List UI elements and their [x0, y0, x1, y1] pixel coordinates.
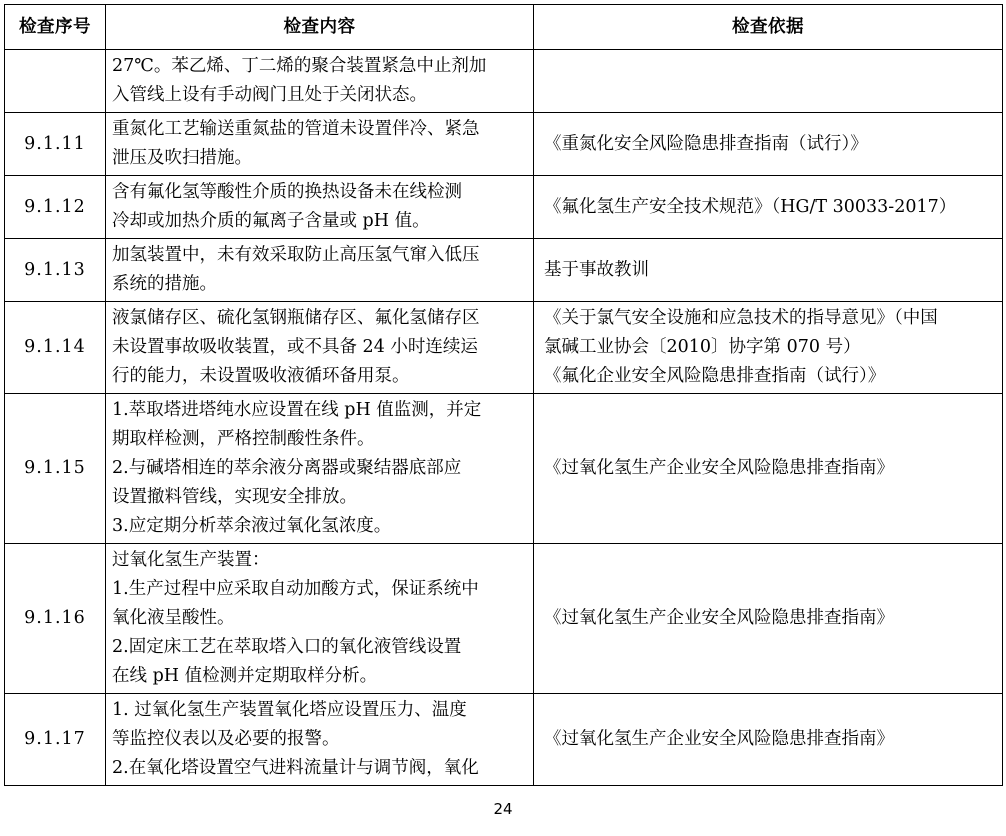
content-line: 2.在氧化塔设置空气进料流量计与调节阀，氧化 [112, 758, 479, 778]
content-line: 泄压及吹扫措施。 [112, 148, 252, 168]
content-line: 27℃。苯乙烯、丁二烯的聚合装置紧急中止剂加 [112, 56, 487, 76]
content-line: 液氯储存区、硫化氢钢瓶储存区、氟化氢储存区 [112, 308, 480, 328]
header-inspection-content: 检查内容 [106, 5, 534, 50]
row-number [5, 50, 106, 113]
content-line: 设置撤料管线，实现安全排放。 [112, 487, 357, 507]
row-basis [534, 239, 1003, 302]
basis-line: 《关于氯气安全设施和应急技术的指导意见》（中国 [544, 308, 938, 328]
row-basis [534, 544, 1003, 694]
basis-line: 氯碱工业协会〔2010〕协字第 070 号） [544, 337, 861, 357]
inspection-table [4, 4, 1003, 786]
content-line: 重氮化工艺输送重氮盐的管道未设置伴冷、紧急 [112, 119, 480, 139]
header-inspection-basis: 检查依据 [534, 5, 1003, 50]
table-body [5, 50, 1003, 786]
row-basis [534, 113, 1003, 176]
table-row [5, 694, 1003, 786]
row-content [106, 113, 534, 176]
content-line: 在线 pH 值检测并定期取样分析。 [112, 666, 378, 686]
row-basis [534, 176, 1003, 239]
content-line: 1.生产过程中应采取自动加酸方式，保证系统中 [112, 579, 479, 599]
content-line: 行的能力，未设置吸收液循环备用泵。 [112, 366, 410, 386]
content-line: 过氧化氢生产装置： [112, 550, 270, 570]
row-content [106, 50, 534, 113]
content-line: 1. 过氧化氢生产装置氧化塔应设置压力、温度 [112, 700, 467, 720]
basis-line: 《氟化企业安全风险隐患排查指南（试行）》 [544, 366, 886, 386]
page-number: 24 [493, 800, 513, 818]
table-row [5, 113, 1003, 176]
row-number: 9.1.16 [5, 544, 106, 694]
content-line: 1.萃取塔进塔纯水应设置在线 pH 值监测，并定 [112, 400, 482, 420]
content-line: 3.应定期分析萃余液过氧化氢浓度。 [112, 516, 392, 536]
row-basis [534, 302, 1003, 394]
content-line: 系统的措施。 [112, 274, 217, 294]
row-number: 9.1.14 [5, 302, 106, 394]
row-number: 9.1.11 [5, 113, 106, 176]
basis-line: 《重氮化安全风险隐患排查指南（试行）》 [544, 133, 868, 154]
row-content [106, 394, 534, 544]
table-row [5, 239, 1003, 302]
content-line: 冷却或加热介质的氟离子含量或 pH 值。 [112, 211, 430, 231]
content-line: 未设置事故吸收装置，或不具备 24 小时连续运 [112, 337, 478, 357]
table-row [5, 544, 1003, 694]
content-line: 2.与碱塔相连的萃余液分离器或聚结器底部应 [112, 458, 462, 478]
row-content [106, 302, 534, 394]
table-row [5, 302, 1003, 394]
content-line: 期取样检测，严格控制酸性条件。 [112, 429, 375, 449]
table-row [5, 50, 1003, 113]
row-basis [534, 694, 1003, 786]
basis-line: 《过氧化氢生产企业安全风险隐患排查指南》 [544, 458, 894, 478]
basis-line: 《过氧化氢生产企业安全风险隐患排查指南》 [544, 608, 894, 628]
row-content [106, 544, 534, 694]
basis-line: 《氟化氢生产安全技术规范》（HG/T 30033-2017） [544, 196, 957, 217]
row-content [106, 694, 534, 786]
header-inspection-number: 检查序号 [5, 5, 106, 50]
row-number: 9.1.17 [5, 694, 106, 786]
row-number: 9.1.12 [5, 176, 106, 239]
row-content [106, 176, 534, 239]
basis-line: 《过氧化氢生产企业安全风险隐患排查指南》 [544, 729, 894, 749]
row-basis [534, 50, 1003, 113]
table-row [5, 176, 1003, 239]
content-line: 入管线上设有手动阀门且处于关闭状态。 [112, 85, 427, 105]
content-line: 加氢装置中，未有效采取防止高压氢气窜入低压 [112, 245, 480, 265]
content-line: 氧化液呈酸性。 [112, 608, 235, 628]
content-line: 含有氟化氢等酸性介质的换热设备未在线检测 [112, 182, 462, 202]
table-header-row [5, 5, 1003, 50]
row-number: 9.1.13 [5, 239, 106, 302]
row-basis [534, 394, 1003, 544]
row-number: 9.1.15 [5, 394, 106, 544]
table-row [5, 394, 1003, 544]
row-content [106, 239, 534, 302]
content-line: 等监控仪表以及必要的报警。 [112, 729, 340, 749]
content-line: 2.固定床工艺在萃取塔入口的氧化液管线设置 [112, 637, 462, 657]
basis-line: 基于事故教训 [544, 259, 649, 280]
